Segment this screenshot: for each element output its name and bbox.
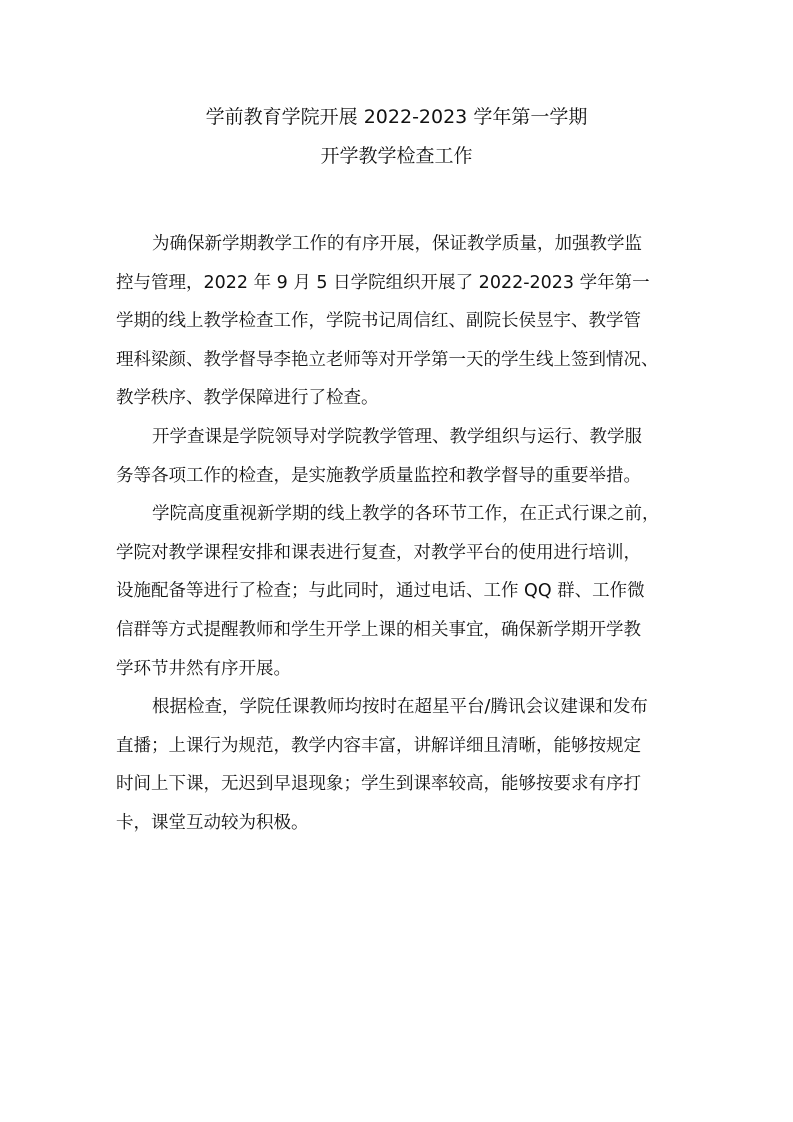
document-body xyxy=(116,225,686,843)
paragraph-line: 学院高度重视新学期的线上教学的各环节工作，在正式行课之前， xyxy=(152,504,660,525)
paragraph-3 xyxy=(116,495,686,688)
paragraph-line: 控与管理，2022 年 9 月 5 日学院组织开展了 2022-2023 学年第一 xyxy=(116,272,650,293)
paragraph-1 xyxy=(116,225,686,418)
paragraph-line: 开学查课是学院领导对学院教学管理、教学组织与运行、教学服 xyxy=(152,426,642,447)
paragraph-line: 教学秩序、教学保障进行了检查。 xyxy=(116,388,379,409)
paragraph-line: 直播；上课行为规范，教学内容丰富，讲解详细且清晰，能够按规定 xyxy=(116,735,641,756)
paragraph-line: 信群等方式提醒教师和学生开学上课的相关事宜，确保新学期开学教 xyxy=(116,619,641,640)
paragraph-line: 学院对教学课程安排和课表进行复查，对教学平台的使用进行培训， xyxy=(116,542,641,563)
paragraph-line: 设施配备等进行了检查；与此同时，通过电话、工作 QQ 群、工作微 xyxy=(116,581,645,602)
document-title xyxy=(0,104,793,169)
title-line-2: 开学教学检查工作 xyxy=(320,145,473,167)
paragraph-line: 根据检查，学院任课教师均按时在超星平台/腾讯会议建课和发布 xyxy=(152,697,648,718)
paragraph-line: 学环节井然有序开展。 xyxy=(116,658,291,679)
paragraph-line: 卡，课堂互动较为积极。 xyxy=(116,812,309,833)
paragraph-4 xyxy=(116,688,686,842)
title-line-1: 学前教育学院开展 2022-2023 学年第一学期 xyxy=(205,106,588,128)
paragraph-line: 为确保新学期教学工作的有序开展，保证教学质量，加强教学监 xyxy=(152,234,642,254)
paragraph-line: 理科梁颜、教学督导李艳立老师等对开学第一天的学生线上签到情况、 xyxy=(116,349,659,370)
paragraph-line: 学期的线上教学检查工作，学院书记周信红、副院长侯昱宇、教学管 xyxy=(116,311,641,332)
paragraph-line: 务等各项工作的检查，是实施教学质量监控和教学督导的重要举措。 xyxy=(116,465,641,486)
paragraph-line: 时间上下课，无迟到早退现象；学生到课率较高，能够按要求有序打 xyxy=(116,774,641,795)
paragraph-2 xyxy=(116,418,686,495)
